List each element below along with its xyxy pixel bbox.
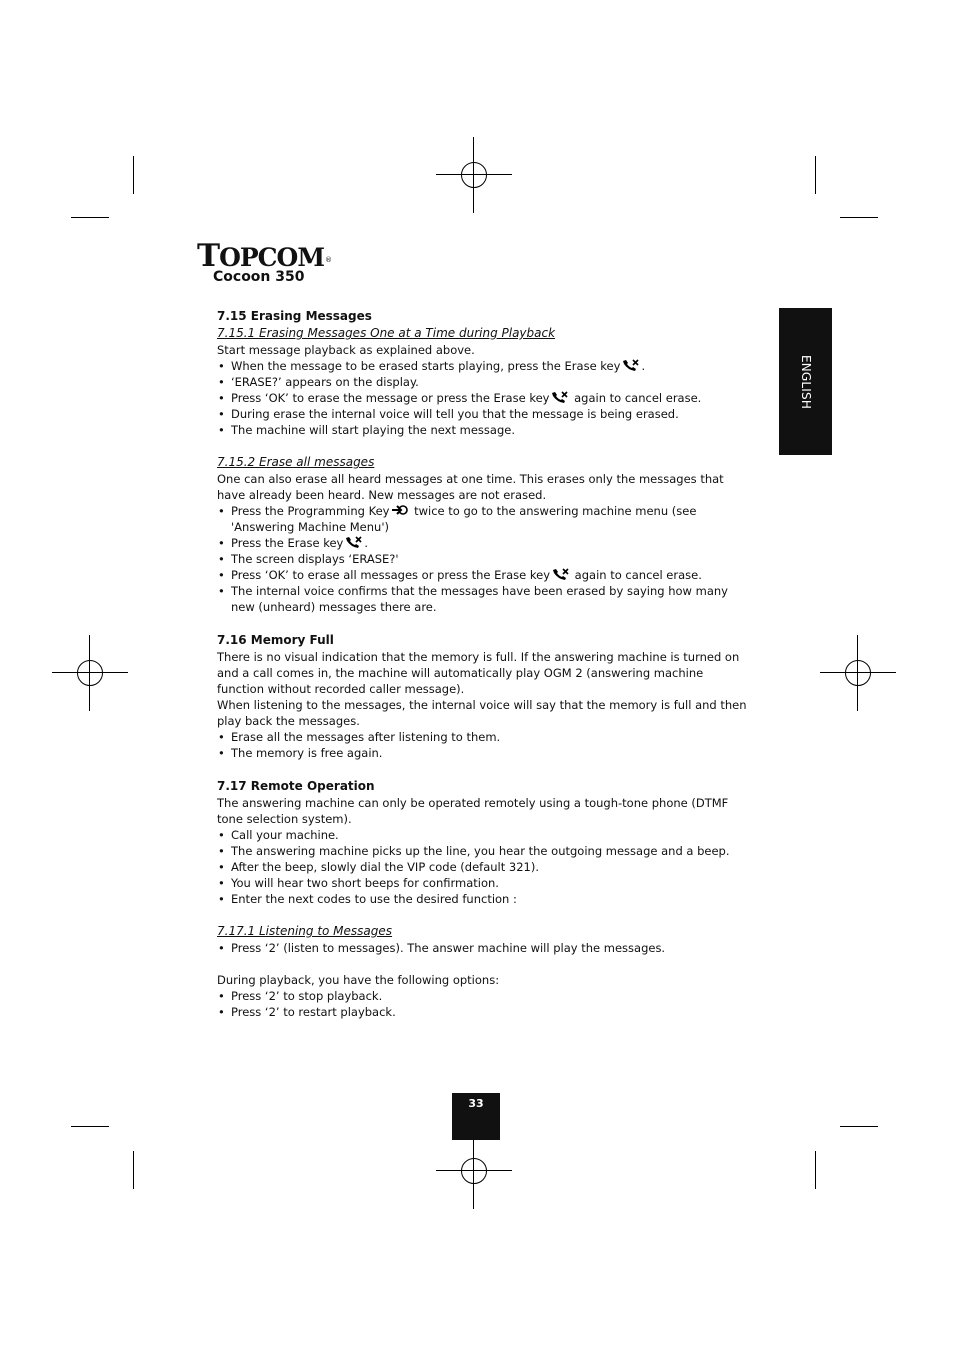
list-item: • The internal voice confirms that the messages have been erased by saying how many new (unheard) messages there are.: [217, 583, 747, 615]
bullet-list: [217, 988, 747, 1020]
paragraph: During playback, you have the following options:: [217, 973, 500, 987]
crop-mark: [71, 1126, 109, 1127]
language-tab-label: ENGLISH: [798, 354, 813, 409]
bullet-list: [217, 358, 747, 438]
erase-phone-icon: [622, 359, 639, 371]
paragraph: One can also erase all heard messages at one time. This erases only the messages that have already been heard. New messages are not erased.: [217, 472, 724, 502]
section-title: 7.15 Erasing Messages: [217, 309, 372, 323]
list-item: • Press the Programming Key twice to go to the answering machine menu (see 'Answering Machine Menu'): [217, 503, 747, 535]
crop-mark: [133, 156, 134, 194]
crop-mark: [840, 1126, 878, 1127]
list-item: • Call your machine.: [217, 827, 747, 843]
list-item: • During erase the internal voice will tell you that the message is being erased.: [217, 406, 747, 422]
paragraph: When listening to the messages, the internal voice will say that the memory is full and then play back the messages.: [217, 698, 747, 728]
list-item: • After the beep, slowly dial the VIP code (default 321).: [217, 859, 747, 875]
crop-mark: [133, 1151, 134, 1189]
subsection-title: 7.17.1 Listening to Messages: [217, 924, 393, 938]
registration-mark-bottom: [436, 1133, 512, 1209]
list-item: • When the message to be erased starts playing, press the Erase key .: [217, 358, 747, 374]
list-item: • Press ‘2’ to stop playback.: [217, 988, 747, 1004]
brand-logo: TOPCOM®: [197, 238, 332, 274]
erase-phone-icon: [552, 568, 569, 580]
bullet-list: [217, 827, 747, 907]
registration-mark-right: [820, 635, 896, 711]
registration-mark-left: [52, 635, 128, 711]
list-item: • The answering machine picks up the line, you hear the outgoing message and a beep.: [217, 843, 747, 859]
paragraph: There is no visual indication that the memory is full. If the answering machine is turned on and a call comes in, the machine will automatically play OGM 2 (answering machine function without recorded caller message).: [217, 650, 740, 696]
list-item: • The machine will start playing the next message.: [217, 422, 747, 438]
erase-phone-icon: [551, 391, 568, 403]
manual-content: [217, 307, 747, 1020]
list-item: • Press ‘OK’ to erase the message or press the Erase key again to cancel erase.: [217, 390, 747, 406]
registration-mark-top: [436, 137, 512, 213]
bullet-list: [217, 940, 747, 956]
list-item: • Press ‘2’ to restart playback.: [217, 1004, 747, 1020]
list-item: • Erase all the messages after listening to them.: [217, 729, 747, 745]
erase-phone-icon: [345, 536, 362, 548]
crop-mark: [71, 217, 109, 218]
list-item: • Press the Erase key .: [217, 535, 747, 551]
list-item: • The screen displays ‘ERASE?': [217, 551, 747, 567]
subsection-title: 7.15.2 Erase all messages: [217, 455, 375, 469]
list-item: • Press ‘2’ (listen to messages). The answer machine will play the messages.: [217, 940, 747, 956]
bullet-list: [217, 729, 747, 761]
paragraph: Start message playback as explained above.: [217, 343, 475, 357]
programming-key-icon: [391, 504, 408, 516]
section-title: 7.17 Remote Operation: [217, 779, 375, 793]
list-item: • Enter the next codes to use the desired function :: [217, 891, 747, 907]
crop-mark: [815, 1151, 816, 1189]
subsection-title: 7.15.1 Erasing Messages One at a Time during Playback: [217, 326, 556, 340]
list-item: • ‘ERASE?’ appears on the display.: [217, 374, 747, 390]
model-name: Cocoon 350: [213, 269, 305, 285]
section-title: 7.16 Memory Full: [217, 633, 334, 647]
crop-mark: [815, 156, 816, 194]
list-item: • You will hear two short beeps for confirmation.: [217, 875, 747, 891]
list-item: • Press ‘OK’ to erase all messages or press the Erase key again to cancel erase.: [217, 567, 747, 583]
language-tab: [779, 308, 832, 455]
list-item: • The memory is free again.: [217, 745, 747, 761]
bullet-list: [217, 503, 747, 615]
crop-mark: [840, 217, 878, 218]
paragraph: The answering machine can only be operated remotely using a tough-tone phone (DTMF tone selection system).: [217, 796, 729, 826]
page-number: 33: [452, 1093, 500, 1140]
